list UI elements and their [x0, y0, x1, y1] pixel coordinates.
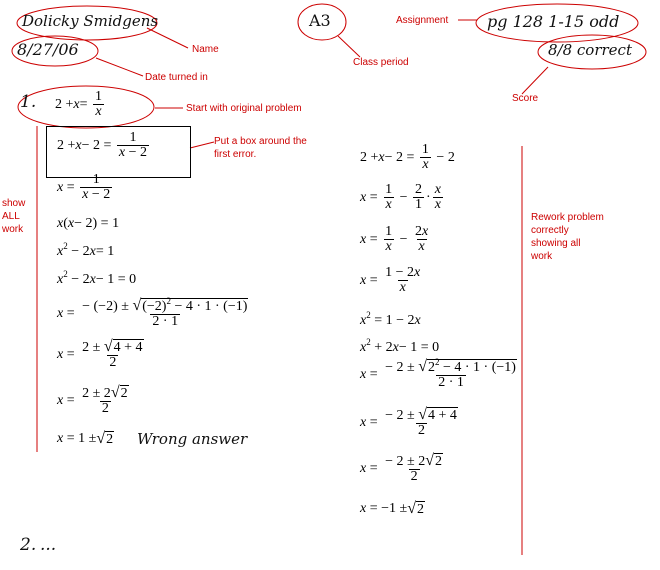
rework-line1: Rework problem — [531, 212, 604, 223]
date-label: Date turned in — [145, 72, 208, 83]
right-step-1: 2 + x − 2 = $\frac{1}{x}$ − 2 — [360, 142, 455, 172]
box-label-line2: first error. — [214, 149, 257, 160]
date-pointer — [96, 58, 143, 76]
class-period-label: Class period — [353, 57, 409, 68]
right-step-10: x = −1 ± √ 2 — [360, 500, 424, 517]
right-step-9: x = $\frac{- 2 \pm 2√2}{2}$ — [360, 452, 442, 484]
right-step-7: x = $\frac{- 2 \pm √2^2 - 4 \cdot 1 \cdot (-1)}{2 \cdot 1}$ — [360, 357, 516, 390]
date-turned-in: 8/27/06 — [17, 40, 79, 59]
right-step-2: x = $\frac{1}{x}$ − $\frac{2}{1}$ · $\frac{x}{x}$ — [360, 182, 441, 212]
rework-line3: showing all — [531, 238, 581, 249]
left-step-5: x 2 − 2 x − 1 = 0 — [57, 269, 137, 287]
name-pointer — [147, 28, 188, 48]
score: 8/8 correct — [548, 41, 632, 59]
assignment: pg 128 1-15 odd — [487, 12, 620, 31]
right-step-3: x = $\frac{1}{x}$ − $\frac{2x}{x}$ — [360, 224, 429, 254]
score-label: Score — [512, 93, 539, 104]
box-pointer — [190, 142, 214, 148]
show-all-line3: work — [2, 224, 24, 235]
student-name: Dolicky Smidgens — [22, 12, 159, 30]
assignment-label: Assignment — [396, 15, 449, 26]
rework-line4: work — [531, 251, 553, 262]
left-step-6: x = $\frac{- (-2) \pm √(-2)^2 - 4 \cdot 1 \cdot (-1)}{2 \cdot 1}$ — [57, 296, 248, 329]
rework-line2: correctly — [531, 225, 569, 236]
right-step-6: x 2 + 2 x − 1 = 0 — [360, 337, 440, 355]
left-step-7: x = $\frac{2 \pm √4 + 4}{2}$ — [57, 338, 143, 370]
box-label-line1: Put a box around the — [214, 136, 307, 147]
wrong-answer-note: Wrong answer — [137, 430, 248, 448]
left-step-3: x ( x − 2) = 1 — [57, 216, 120, 231]
show-all-line2: ALL — [2, 211, 20, 222]
problem-2-ellipsis: ... — [40, 535, 57, 555]
left-step-8: x = $\frac{2 \pm 2√2}{2}$ — [57, 384, 128, 416]
show-all-line1: show — [2, 198, 26, 209]
left-step-9: x = 1 ± √ 2 — [57, 430, 114, 447]
class-period: A3 — [309, 11, 331, 30]
right-step-4: x = $\frac{1 - 2x}{x}$ — [360, 265, 421, 295]
left-step-1: 2 + x − 2 = $\frac{1}{x - 2}$ — [57, 130, 148, 160]
problem-2-number: 2. — [20, 535, 37, 555]
start-label: Start with original problem — [186, 103, 302, 114]
name-label: Name — [192, 44, 219, 55]
problem-1-number: 1. — [20, 92, 37, 112]
class-period-pointer — [338, 36, 360, 57]
left-step-4: x 2 − 2 x = 1 — [57, 241, 115, 259]
right-step-8: x = $\frac{- 2 \pm √4 + 4}{2}$ — [360, 406, 457, 438]
score-pointer — [522, 67, 548, 94]
original-problem: 2 + x = $\frac{1}{x}$ — [55, 89, 103, 119]
right-step-5: x 2 = 1 − 2 x — [360, 310, 421, 328]
left-step-2: x = $\frac{1}{x - 2}$ — [57, 172, 111, 202]
